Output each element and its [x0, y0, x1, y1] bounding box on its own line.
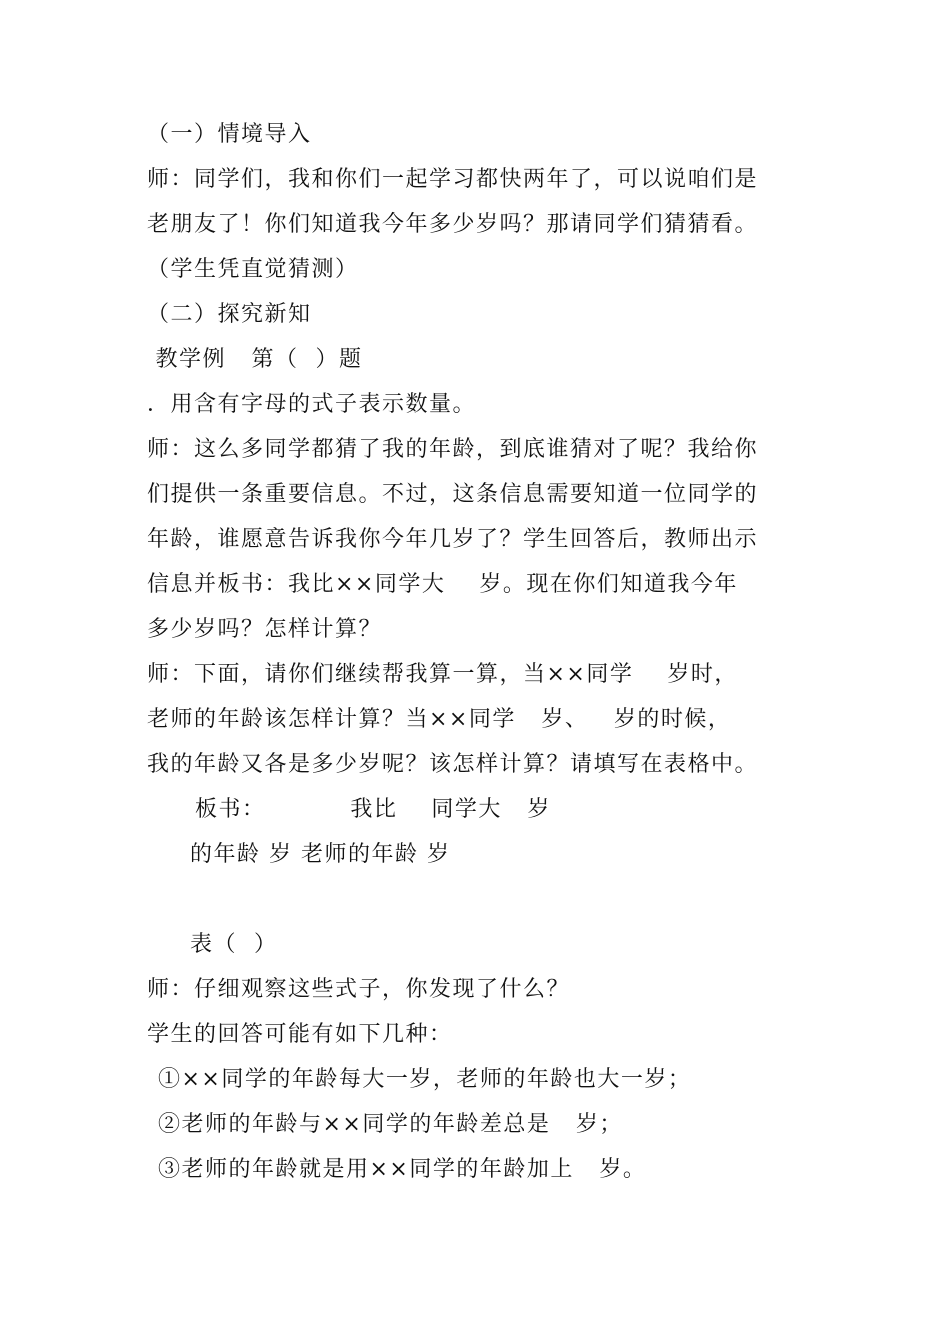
paragraph-line: 师：这么多同学都猜了我的年龄，到底谁猜对了呢？我给你	[147, 437, 759, 462]
paragraph-line: 年龄，谁愿意告诉我你今年几岁了？学生回答后，教师出示	[147, 527, 759, 552]
paragraph-line: 信息并板书：我比××同学大 岁。现在你们知道我今年	[147, 572, 738, 597]
list-item: ①××同学的年龄每大一岁，老师的年龄也大一岁；	[158, 1067, 692, 1092]
paragraph-line: 老师的年龄该怎样计算？当××同学 岁、 岁的时候，	[147, 707, 732, 732]
paragraph-line: 们提供一条重要信息。不过，这条信息需要知道一位同学的	[147, 482, 759, 507]
paragraph-line: 师：下面，请你们继续帮我算一算，当××同学 岁时，	[147, 662, 738, 687]
paragraph-line: 老朋友了！你们知道我今年多少岁吗？那请同学们猜猜看。	[147, 212, 759, 237]
paragraph-line: 学生的回答可能有如下几种：	[147, 1022, 453, 1047]
paragraph-line: ．用含有字母的式子表示数量。	[147, 392, 477, 417]
blackboard-line: 板书： 我比 同学大 岁	[195, 797, 551, 822]
section-heading-situation: （一）情境导入	[147, 122, 312, 147]
paragraph-line: 师：同学们，我和你们一起学习都快两年了，可以说咱们是	[147, 167, 759, 192]
paragraph-line: 多少岁吗？怎样计算？	[147, 617, 383, 642]
paragraph-line: 师：仔细观察这些式子，你发现了什么？	[147, 977, 571, 1002]
list-item: ②老师的年龄与××同学的年龄差总是 岁；	[158, 1112, 623, 1137]
list-item: ③老师的年龄就是用××同学的年龄加上 岁。	[158, 1157, 647, 1182]
paragraph-line: 教学例 第（ ）题	[147, 347, 363, 372]
table-caption: 表（ ）	[190, 932, 278, 957]
section-heading-explore: （二）探究新知	[147, 302, 312, 327]
table-header-line: 的年龄 岁 老师的年龄 岁	[190, 842, 451, 867]
paragraph-line: 我的年龄又各是多少岁呢？该怎样计算？请填写在表格中。	[147, 752, 759, 777]
paragraph-line: （学生凭直觉猜测）	[147, 257, 359, 282]
